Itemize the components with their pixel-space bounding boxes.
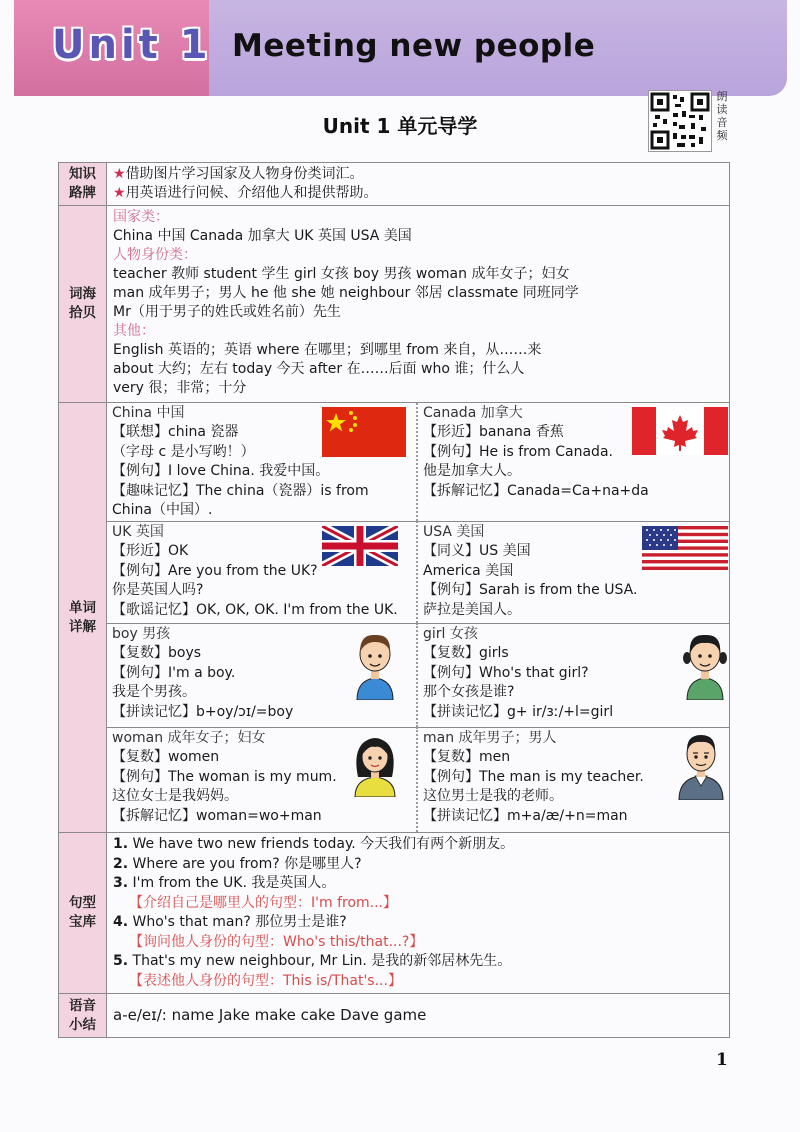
girl-icon <box>682 630 728 700</box>
man-icon <box>676 732 726 800</box>
phonics-summary: a-e/eɪ/: name Jake make cake Dave game <box>113 1006 427 1024</box>
sentence-note: 【介绍自己是哪里人的句型：I'm from...】 <box>129 894 397 911</box>
vocab-line: about 大约；左右 today 今天 after 在……后面 who 谁；什么人 <box>113 361 525 377</box>
audio-label: 朗 读 音 频 <box>716 90 728 142</box>
word-card-girl: girl 女孩 【复数】girls 【例句】Who's that girl? 那个女孩是谁? 【拼读记忆】g+ ir/ɜː/+l=girl <box>418 623 729 727</box>
star-bullet-icon: ★ <box>113 185 126 201</box>
word-card-man: man 成年男子；男人 【复数】men 【例句】The man is my teacher. 这位男士是我的老师。 【拼读记忆】m+a/æ/+n=man <box>418 727 729 832</box>
word-card-uk: UK 英国 【形近】OK 【例句】Are you from the UK? 你是英国人吗? 【歌谣记忆】OK, OK, OK. I'm from the UK. <box>107 521 418 623</box>
page-subtitle: Unit 1 单元导学 <box>322 114 478 138</box>
vocab-line: man 成年男子；男人 he 他 she 她 neighbour 邻居 classmate 同班同学 <box>113 285 579 301</box>
word-card-china: China 中国 【联想】china 瓷器 （字母 c 是小写哟！） 【例句】I love China. 我爱中国。 【趣味记忆】The china（瓷器）is from China（中国）. <box>107 403 418 521</box>
vocab-line: Mr（用于男子的姓氏或姓名前）先生 <box>113 304 341 320</box>
section-label-cihai: 词海 拾贝 <box>59 206 107 403</box>
vocab-line: very 很；非常；十分 <box>113 380 247 396</box>
vocab-category-heading: 人物身份类： <box>113 247 197 263</box>
usa-flag-icon <box>642 526 728 570</box>
word-detail-grid <box>107 403 729 832</box>
section-label-yuyin: 语音 小结 <box>59 994 107 1038</box>
unit-label: Unit 1 <box>52 22 212 68</box>
woman-icon <box>351 733 399 797</box>
goal-line: ★借助图片学习国家及人物身份类词汇。 <box>113 166 364 182</box>
star-bullet-icon: ★ <box>113 166 126 182</box>
section-label-juxing: 句型 宝库 <box>59 833 107 994</box>
sentence-note: 【询问他人身份的句型：Who's this/that...?】 <box>129 933 424 950</box>
section-label-danci: 单词 详解 <box>59 403 107 833</box>
sentence-item: 2. Where are you from? 你是哪里人? <box>113 855 362 872</box>
word-card-usa: USA 美国 【同义】US 美国 America 美国 【例句】Sarah is from the USA. 萨拉是美国人。 <box>418 521 729 623</box>
page-number: 1 <box>716 1050 728 1070</box>
word-card-canada: Canada 加拿大 【形近】banana 香蕉 【例句】He is from Canada. 他是加拿大人。 【拆解记忆】Canada=Ca+na+da <box>418 403 729 521</box>
vocab-line: English 英语的；英语 where 在哪里；到哪里 from 来自，从……来 <box>113 342 542 358</box>
china-flag-icon <box>322 407 406 457</box>
vocab-line: teacher 教师 student 学生 girl 女孩 boy 男孩 woman 成年女子；妇女 <box>113 266 570 282</box>
qr-code-icon[interactable] <box>648 90 712 152</box>
vocab-line: China 中国 Canada 加拿大 UK 英国 USA 美国 <box>113 228 412 244</box>
goal-line: ★用英语进行问候、介绍他人和提供帮助。 <box>113 185 378 201</box>
canada-flag-icon <box>632 407 728 455</box>
unit-title: Meeting new people <box>232 28 596 64</box>
sentence-note: 【表述他人身份的句型：This is/That's...】 <box>129 972 402 989</box>
sentence-item: 5. That's my new neighbour, Mr Lin. 是我的新邻居林先生。 <box>113 953 512 969</box>
sentence-item: 4. Who's that man? 那位男士是谁? <box>113 914 347 930</box>
boy-icon <box>353 630 397 700</box>
word-card-woman: woman 成年女子；妇女 【复数】women 【例句】The woman is my mum. 这位女士是我妈妈。 【拆解记忆】woman=wo+man <box>107 727 418 832</box>
sentence-item: 1. We have two new friends today. 今天我们有两个新朋友。 <box>113 836 515 852</box>
section-label-zhishi: 知识 路牌 <box>59 163 107 206</box>
word-card-boy: boy 男孩 【复数】boys 【例句】I'm a boy. 我是个男孩。 【拼读记忆】b+oy/ɔɪ/=boy <box>107 623 418 727</box>
vocab-category-heading: 国家类： <box>113 209 169 225</box>
sentence-item: 3. I'm from the UK. 我是英国人。 <box>113 875 336 891</box>
study-guide-table <box>58 162 730 1038</box>
uk-flag-icon <box>322 526 398 566</box>
vocab-category-heading: 其他： <box>113 323 155 339</box>
